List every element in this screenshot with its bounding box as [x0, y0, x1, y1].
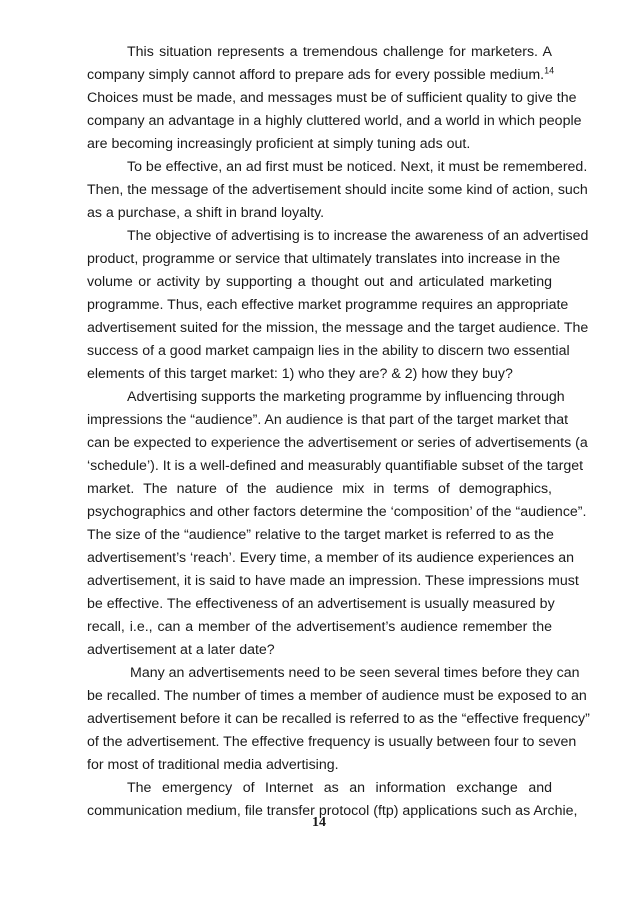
text-line: volume or activity by supporting a thought out and articulated marketing [87, 274, 552, 290]
page-number: 14 [312, 815, 326, 830]
text-line: programme. Thus, each effective market programme requires an appropriate [87, 297, 569, 313]
text-line-content: company simply cannot afford to prepare ads for every possible medium. [87, 67, 545, 83]
footnote-reference: 14 [544, 65, 555, 76]
text-line: Then, the message of the advertisement should incite some kind of action, such [87, 182, 588, 198]
text-line: as a purchase, a shift in brand loyalty. [87, 205, 325, 221]
text-line: The objective of advertising is to increase the awareness of an advertised [127, 228, 589, 244]
text-line: Choices must be made, and messages must be of sufficient quality to give the [87, 90, 577, 106]
text-line: This situation represents a tremendous challenge for marketers. A [127, 44, 552, 60]
text-line: The size of the “audience” relative to the target market is referred to as the [87, 527, 554, 543]
text-line: advertisement, it is said to have made an impression. These impressions must [87, 573, 579, 589]
text-line: recall, i.e., can a member of the advertisement’s audience remember the [87, 619, 552, 635]
text-line: advertisement’s ‘reach’. Every time, a member of its audience experiences an [87, 550, 575, 566]
text-line: can be expected to experience the advertisement or series of advertisements (a [87, 435, 588, 451]
text-line: are becoming increasingly proficient at simply tuning ads out. [87, 136, 471, 152]
text-line: company an advantage in a highly cluttered world, and a world in which people [87, 113, 582, 129]
text-line: be effective. The effectiveness of an advertisement is usually measured by [87, 596, 555, 612]
text-line: market. The nature of the audience mix in terms of demographics, [87, 481, 552, 497]
text-line: ‘schedule’). It is a well-defined and measurably quantifiable subset of the target [87, 458, 584, 474]
text-line: communication medium, file transfer protocol (ftp) applications such as Archie, [87, 803, 578, 819]
text-line: product, programme or service that ultimately translates into increase in the [87, 251, 561, 267]
text-line: be recalled. The number of times a member of audience must be exposed to an [87, 688, 587, 704]
text-line: advertisement before it can be recalled is referred to as the “effective frequency” [87, 711, 590, 727]
text-line: advertisement suited for the mission, the message and the target audience. The [87, 320, 589, 336]
text-line: The emergency of Internet as an information exchange and [127, 780, 552, 796]
text-line: impressions the “audience”. An audience is that part of the target market that [87, 412, 569, 428]
text-line: of the advertisement. The effective frequency is usually between four to seven [87, 734, 577, 750]
text-line: Advertising supports the marketing programme by influencing through [127, 389, 565, 405]
text-line: Many an advertisements need to be seen several times before they can [130, 665, 580, 681]
text-line: To be effective, an ad first must be noticed. Next, it must be remembered. [127, 159, 588, 175]
text-line: elements of this target market: 1) who they are? & 2) how they buy? [87, 366, 513, 382]
text-line [87, 64, 555, 86]
text-line: advertisement at a later date? [87, 642, 275, 658]
text-line: success of a good market campaign lies in the ability to discern two essential [87, 343, 570, 359]
text-line: for most of traditional media advertising. [87, 757, 339, 773]
text-line: psychographics and other factors determine the ‘composition’ of the “audience”. [87, 504, 587, 520]
